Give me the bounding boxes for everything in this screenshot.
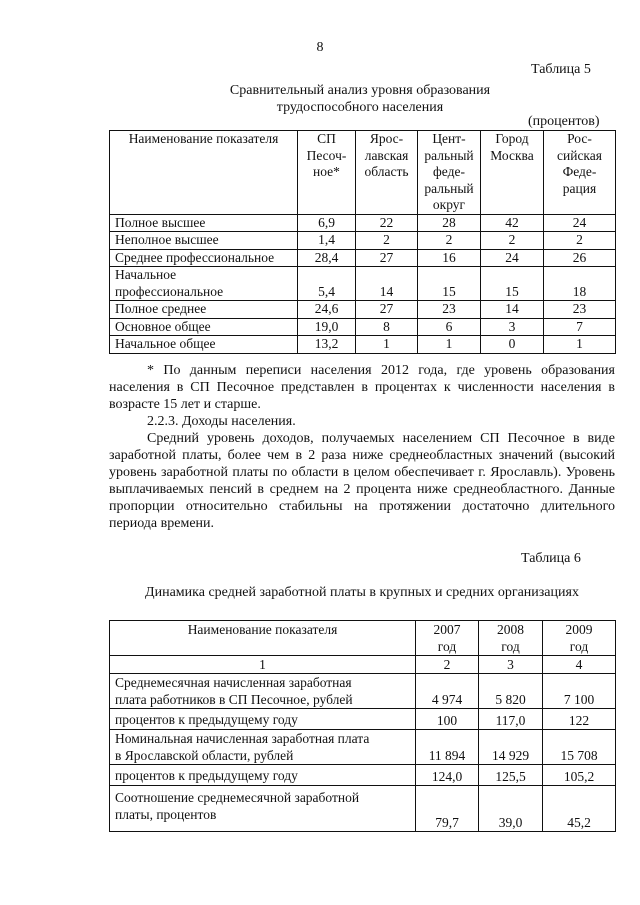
cell: 23 (544, 301, 616, 319)
header-russia (544, 131, 616, 215)
row-name-line: Начальное (115, 267, 177, 282)
spacer (115, 823, 412, 831)
cell: 125,5 (479, 765, 543, 786)
header-sp-pesochnoe (298, 131, 356, 215)
cell: 122 (543, 709, 616, 730)
cell: 79,7 (416, 786, 479, 832)
table-row (110, 232, 616, 250)
cell: 14 (481, 301, 544, 319)
table-row (110, 336, 616, 354)
cell: 1,4 (298, 232, 356, 250)
cell: 24 (481, 249, 544, 267)
header-line: год (569, 639, 589, 654)
table6-label: Таблица 6 (521, 551, 581, 566)
header-line: лавская (364, 147, 409, 163)
row-name: процентов к предыдущему году (110, 709, 416, 730)
header-line: Песоч- (306, 147, 347, 163)
cell: 0 (481, 336, 544, 354)
row-name: процентов к предыдущему году (110, 765, 416, 786)
table-header-row (110, 621, 616, 656)
row-name-line: платы, процентов (115, 807, 217, 822)
cell: 42 (481, 214, 544, 232)
cell: 2 (544, 232, 616, 250)
table-row (110, 301, 616, 319)
header-yaroslavl-region (356, 131, 418, 215)
table5-title-line2: трудоспособного населения (276, 100, 444, 115)
table-row (110, 318, 616, 336)
table5-title-line1: Сравнительный анализ уровня образования (229, 83, 491, 98)
row-name-line: профессиональное (115, 283, 224, 299)
header-line: Феде- (562, 164, 597, 179)
cell: 8 (356, 318, 418, 336)
cell: 117,0 (479, 709, 543, 730)
row-name (110, 786, 416, 832)
row-name (110, 730, 416, 765)
header-line: Москва (490, 147, 534, 163)
row-name-line: в Ярославской области, рублей (115, 748, 294, 763)
table-row (110, 674, 616, 709)
table-index-row (110, 656, 616, 674)
cell: 2 (416, 656, 479, 674)
header-line: СП (317, 131, 336, 146)
header-line: год (501, 639, 520, 654)
cell: 22 (356, 214, 418, 232)
cell: 1 (544, 336, 616, 354)
header-line: область (364, 164, 409, 179)
header-line: год (437, 639, 457, 654)
cell: 39,0 (479, 786, 543, 832)
header-2008 (479, 621, 543, 656)
header-line: ральный (424, 180, 474, 196)
cell: 15 708 (543, 730, 616, 765)
table5-label: Таблица 5 (531, 62, 591, 77)
row-name: Основное общее (110, 318, 298, 336)
cell: 14 929 (479, 730, 543, 765)
cell: 2 (481, 232, 544, 250)
cell: 4 (543, 656, 616, 674)
cell: 7 (544, 318, 616, 336)
cell: 4 974 (416, 674, 479, 709)
cell: 11 894 (416, 730, 479, 765)
row-name (110, 267, 298, 301)
table6-title: Динамика средней заработной платы в крупных и средних организациях (145, 585, 579, 600)
table-row (110, 709, 616, 730)
header-line: Рос- (567, 131, 592, 146)
cell: 105,2 (543, 765, 616, 786)
cell: 27 (356, 301, 418, 319)
header-line: ральный (424, 147, 474, 163)
cell: 2 (418, 232, 481, 250)
header-line: Ярос- (369, 131, 404, 146)
cell: 3 (479, 656, 543, 674)
row-name: Полное среднее (110, 301, 298, 319)
header-line: округ (432, 197, 466, 212)
header-line: сийская (557, 147, 602, 163)
table-row (110, 214, 616, 232)
table5-title (0, 82, 640, 116)
cell: 7 100 (543, 674, 616, 709)
footnote: * По данным переписи населения 2012 года, где уровень образования населения в СП Песочное представлен в процентах к численности населения в возрасте 15 лет и старше. (109, 363, 615, 412)
cell: 28 (418, 214, 481, 232)
salary-table (109, 620, 616, 832)
row-name: Неполное высшее (110, 232, 298, 250)
table5-unit: (процентов) (528, 114, 600, 129)
table-row (110, 730, 616, 765)
header-moscow (481, 131, 544, 215)
header-name: Наименование показателя (110, 131, 298, 215)
header-2009 (543, 621, 616, 656)
cell: 100 (416, 709, 479, 730)
cell: 45,2 (543, 786, 616, 832)
row-name-line: плата работников в СП Песочное, рублей (115, 692, 353, 707)
header-central-district (418, 131, 481, 215)
cell: 23 (418, 301, 481, 319)
page-number: 8 (316, 40, 324, 55)
header-line: феде- (433, 164, 465, 179)
table-row (110, 249, 616, 267)
cell: 15 (418, 267, 481, 301)
cell: 19,0 (298, 318, 356, 336)
row-name: Полное высшее (110, 214, 298, 232)
cell: 15 (481, 267, 544, 301)
row-name (110, 674, 416, 709)
cell: 3 (481, 318, 544, 336)
header-line: 2007 (433, 622, 461, 637)
cell: 24,6 (298, 301, 356, 319)
cell: 1 (110, 656, 416, 674)
row-name: Начальное общее (110, 336, 298, 354)
header-line: 2009 (565, 622, 593, 637)
section-heading: 2.2.3. Доходы населения. (147, 414, 296, 429)
cell: 124,0 (416, 765, 479, 786)
cell: 14 (356, 267, 418, 301)
header-name: Наименование показателя (110, 621, 416, 656)
education-table (109, 130, 616, 354)
header-2007 (416, 621, 479, 656)
cell: 26 (544, 249, 616, 267)
cell: 24 (544, 214, 616, 232)
cell: 1 (356, 336, 418, 354)
cell: 16 (418, 249, 481, 267)
table-header-row (110, 131, 616, 215)
cell: 18 (544, 267, 616, 301)
row-name-line: Среднемесячная начисленная заработная (115, 675, 352, 690)
row-name: Среднее профессиональное (110, 249, 298, 267)
cell: 27 (356, 249, 418, 267)
cell: 6,9 (298, 214, 356, 232)
cell: 2 (356, 232, 418, 250)
table-row (110, 267, 616, 301)
cell: 1 (418, 336, 481, 354)
cell: 28,4 (298, 249, 356, 267)
header-line: Город (495, 131, 529, 146)
row-name-line: Соотношение среднемесячной заработной (115, 790, 360, 805)
cell: 5,4 (298, 267, 356, 301)
body-paragraph: Средний уровень доходов, получаемых населением СП Песочное в виде заработной платы, более чем в 2 раза ниже среднеобластных значений (высокий уровень заработной платы по области в целом обеспечивает г. Ярославль). Уровень выплачиваемых пенсий в среднем на 2 процента ниже среднеобластного. Данные пропорции относительно стабильны на протяжении достаточно длительного периода времени. (109, 431, 615, 531)
cell: 6 (418, 318, 481, 336)
table-row (110, 765, 616, 786)
header-line: 2008 (497, 622, 524, 637)
header-line: Цент- (432, 131, 466, 146)
header-line: ное* (313, 164, 340, 179)
table-row (110, 786, 616, 832)
row-name-line: Номинальная начисленная заработная плата (115, 731, 370, 746)
cell: 13,2 (298, 336, 356, 354)
header-line: рация (562, 180, 597, 196)
cell: 5 820 (479, 674, 543, 709)
